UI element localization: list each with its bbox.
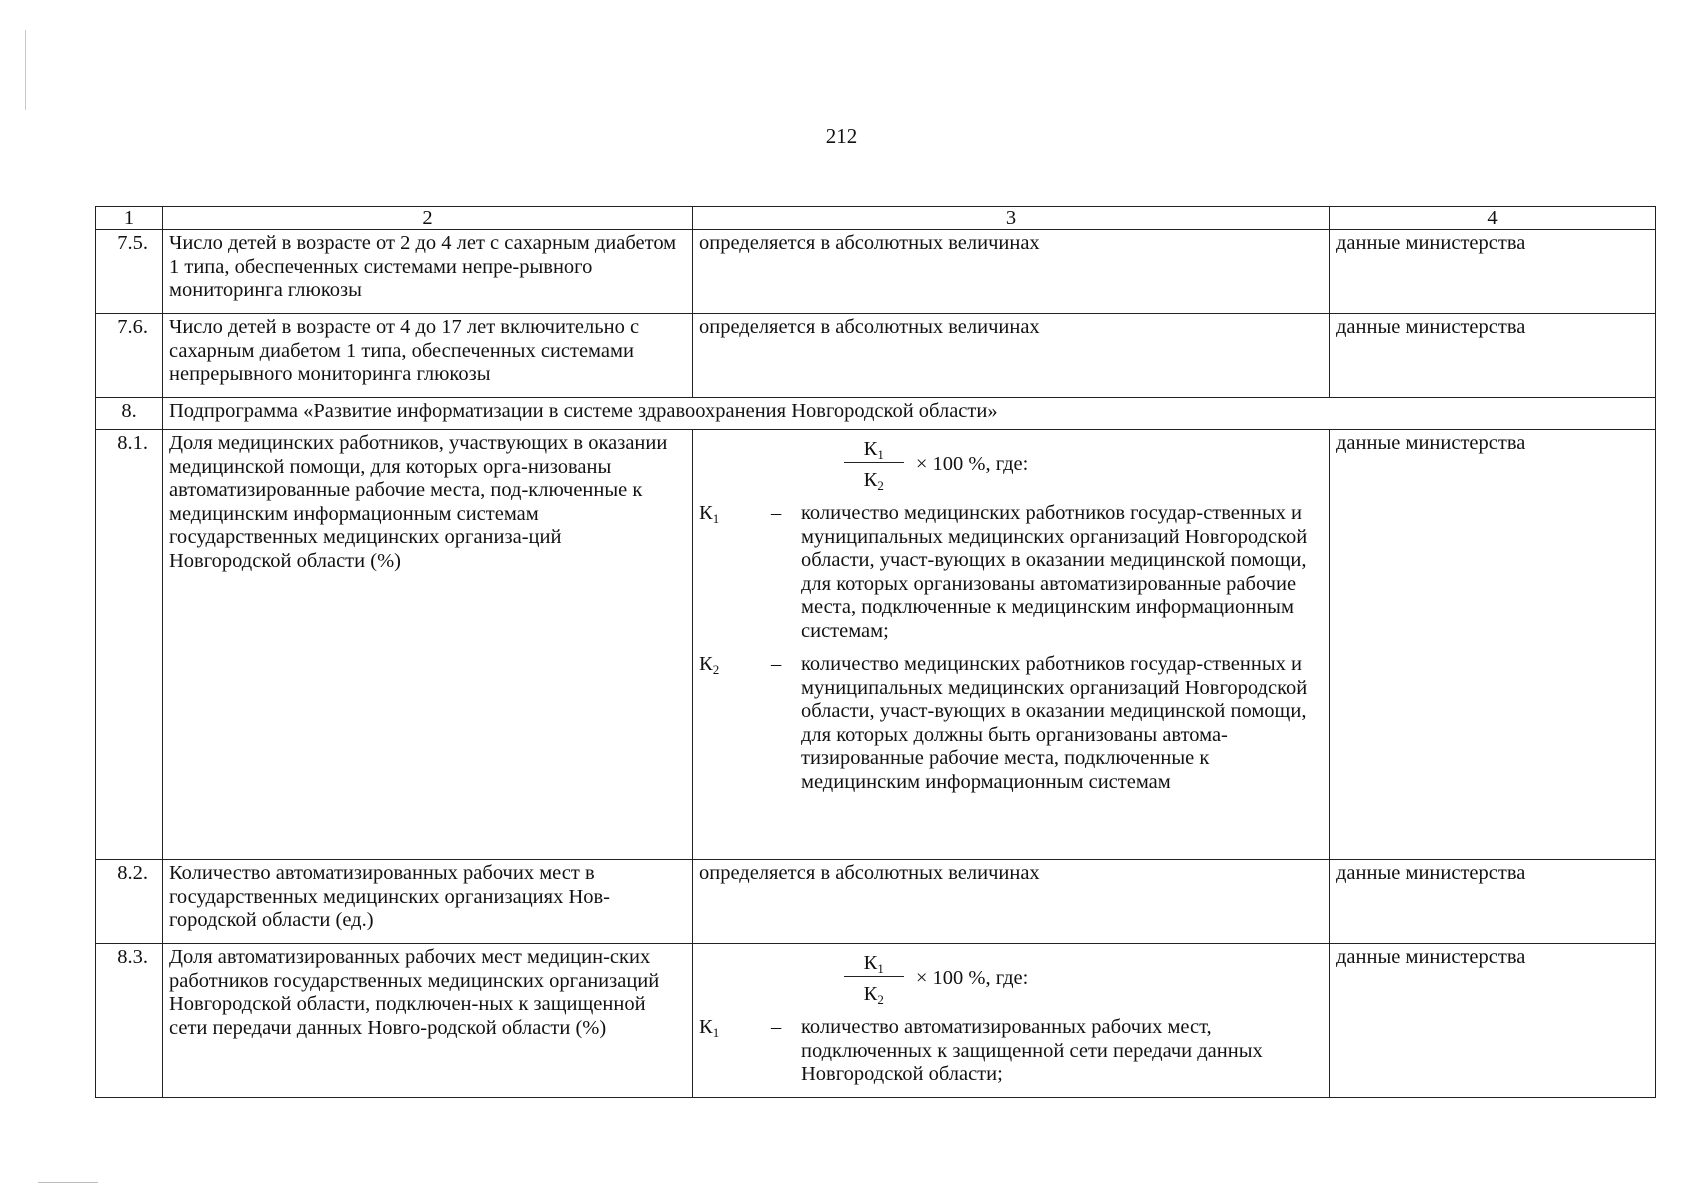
page-number: 212: [825, 124, 858, 148]
definition-symbol: $К_1$: [699, 1016, 720, 1040]
header-col-2: 2: [163, 207, 693, 230]
subprogram-title: Подпрограмма «Развитие информатизации в системе здравоохранения Новгородской области»: [163, 398, 1656, 430]
scan-margin-line: [38, 1182, 98, 1183]
calculation-method: определяется в абсолютных величинах: [693, 230, 1330, 314]
definition-text: количество автоматизированных рабочих мест, подключенных к защищенной сети передачи данных Новгородской области;: [801, 1016, 1263, 1085]
indicator-name: Число детей в возрасте от 2 до 4 лет с сахарным диабетом 1 типа, обеспеченных системами непре-рывного мониторинга глюкозы: [163, 230, 693, 314]
definition-k1: [699, 502, 1323, 643]
definition-dash: –: [771, 653, 782, 675]
header-col-1: 1: [96, 207, 163, 230]
data-source: данные министерства: [1330, 230, 1656, 314]
header-col-3: 3: [693, 207, 1330, 230]
indicator-name: Доля автоматизированных рабочих мест медицин-ских работников государственных медицинских организаций Новгородской области, подключен-ных к защищенной сети передачи данных Новго-родской области (%): [163, 944, 693, 1098]
definition-k1: [699, 1016, 1323, 1087]
fraction-numerator: $К_1$: [844, 951, 904, 977]
definition-text: количество медицинских работников государ-ственных и муниципальных медицинских организаций Новгородской области, участ-вующих в оказании медицинской помощи, для которых должны быть организованы автома-тизированные рабочие места, подключенные к медицинским информационным системам: [801, 653, 1308, 793]
header-col-4: 4: [1330, 207, 1656, 230]
fraction-numerator: $К_1$: [844, 437, 904, 463]
formula-multiplier: × 100 %, где:: [915, 453, 1029, 476]
row-number: 8.2.: [96, 860, 163, 944]
table-row: [96, 230, 1656, 314]
definition-symbol: $К_1$: [699, 502, 720, 526]
definition-symbol: $К_2$: [699, 653, 720, 677]
fraction: [844, 437, 904, 494]
fraction: [844, 951, 904, 1008]
calculation-method: [693, 944, 1330, 1098]
row-number: 7.5.: [96, 230, 163, 314]
data-source: данные министерства: [1330, 944, 1656, 1098]
data-source: данные министерства: [1330, 314, 1656, 398]
subprogram-row: [96, 398, 1656, 430]
table-header-row: [96, 207, 1656, 230]
row-number: 7.6.: [96, 314, 163, 398]
fraction-denominator: $К_2$: [863, 468, 884, 493]
formula: [699, 946, 1323, 1012]
definition-dash: –: [771, 1016, 782, 1038]
row-number: 8.: [96, 398, 163, 430]
indicator-name: Доля медицинских работников, участвующих в оказании медицинской помощи, для которых орга-низованы автоматизированные рабочие места, под-ключенные к медицинским информационным системам государственных медицинских организа-ций Новгородской области (%): [163, 430, 693, 860]
row-number: 8.1.: [96, 430, 163, 860]
fraction-denominator: $К_2$: [863, 982, 884, 1007]
formula: [699, 432, 1323, 498]
formula-multiplier: × 100 %, где:: [915, 967, 1029, 990]
calculation-method: [693, 430, 1330, 860]
indicator-name: Количество автоматизированных рабочих мест в государственных медицинских организациях Нов-городской области (ед.): [163, 860, 693, 944]
calculation-method: определяется в абсолютных величинах: [693, 860, 1330, 944]
table-row: [96, 430, 1656, 860]
table-row: [96, 860, 1656, 944]
indicator-name: Число детей в возрасте от 4 до 17 лет включительно с сахарным диабетом 1 типа, обеспеченных системами непрерывного мониторинга глюкозы: [163, 314, 693, 398]
definition-k2: [699, 653, 1323, 794]
data-source: данные министерства: [1330, 430, 1656, 860]
definition-text: количество медицинских работников государ-ственных и муниципальных медицинских организаций Новгородской области, участ-вующих в оказании медицинской помощи, для которых организованы автоматизированные рабочие места, подключенные к медицинским информационным системам;: [801, 502, 1308, 642]
indicator-table: [95, 206, 1656, 1098]
data-source: данные министерства: [1330, 860, 1656, 944]
calculation-method: определяется в абсолютных величинах: [693, 314, 1330, 398]
scan-margin-line: [25, 30, 26, 110]
definition-dash: –: [771, 502, 782, 524]
table-row: [96, 944, 1656, 1098]
table-row: [96, 314, 1656, 398]
row-number: 8.3.: [96, 944, 163, 1098]
